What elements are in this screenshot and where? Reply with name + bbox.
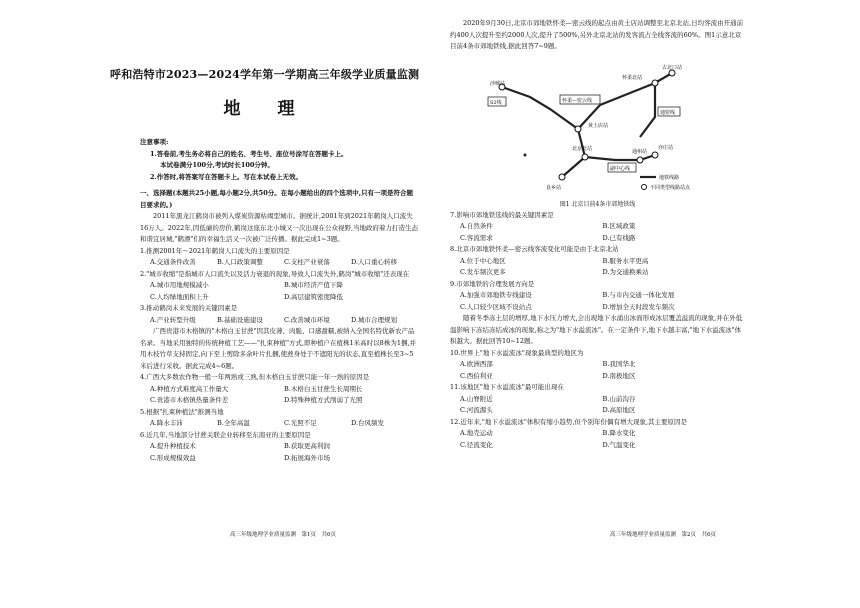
option: B.山前沟谷: [602, 394, 636, 403]
line-tongmi: [640, 83, 655, 137]
passage-4: 随着冬季冻土层的增厚,地下水压力增大,会出现地下水涌出冰面形成冰层覆盖溢流的现象,并在外低温影响下冻结冻结成冰的现象,称之为"地下水溢流冰"。在一定条件下,地下水越丰富,"地下水溢流冰"体积越大。据此回答10~12题。: [450, 314, 743, 345]
option: B.人口政策调整: [217, 258, 263, 266]
page-footer: 高三年级地理学业质量监测 第1页 共6页: [230, 532, 336, 538]
question-5-options: [140, 418, 418, 430]
option: C.改善城市环境: [284, 315, 330, 324]
question-12: 12.近年来,"地下水溢流冰"体积有缩小趋势,但个别年份偶有增大现象,其主要原因是: [450, 417, 688, 426]
station-beijingbei: [582, 154, 588, 160]
option: A.自然条件: [460, 222, 493, 230]
map-dot: [524, 153, 527, 156]
option: A.交通条件改善: [150, 258, 196, 266]
option: C.客流需求: [460, 233, 493, 242]
map-label: S2线: [490, 99, 502, 106]
question-3-options: [140, 315, 418, 327]
subway-map: [450, 57, 750, 197]
option: C.人口较少区域不设站点: [460, 302, 532, 311]
option: A.种植方式难度高工作量大: [150, 384, 229, 393]
question-7-options: [450, 221, 745, 244]
option: C.河流源头: [460, 406, 493, 414]
option: B.获取更高利润: [284, 442, 330, 450]
option: A.提升种植技术: [150, 442, 196, 450]
option: D.气温变化: [602, 440, 636, 449]
notice-item: 1.答卷前,考生务必将自己的姓名、考生号、座位号涂写在答题卡上。: [150, 149, 348, 158]
right-page: [430, 0, 860, 608]
question-11: 11.该地区"地下水溢流冰"最可能出现在: [450, 383, 564, 391]
figure-caption: 图1 北京目前4条市郊地铁线: [559, 200, 636, 208]
map-label: 沙城站: [490, 80, 506, 87]
notice-title: 注意事项:: [140, 138, 169, 146]
subject-title: 地 理: [223, 99, 305, 119]
question-11-options: [450, 394, 745, 417]
station-huangtudian: [575, 126, 581, 132]
option: A.城市用地规模减小: [150, 281, 209, 289]
legend-label: 不同类型线路站点: [650, 184, 691, 191]
map-label: 古北口站: [662, 64, 683, 71]
map-label: 副中心线: [610, 165, 631, 172]
notice-item: 2.作答时,将答案写在答题卡上。写在本试卷上无效。: [150, 172, 303, 181]
option: B.全年高温: [217, 419, 250, 427]
line-fuxing: [585, 155, 655, 160]
question-1-options: [140, 257, 418, 269]
line-south: [562, 157, 585, 177]
option: D.高原地区: [602, 406, 636, 414]
passage-1: 2011年黑龙江鹤岗市被列入煤炭资源枯竭型城市。据统计,2001年到2021年鹤岗人口流失16万人。2022年,因低廉的房价,鹤岗这座东北小城又一次出现在公众视野,当地政府着力打造生态和谐宜居城,"鹤漂"们的幸福生活又一次被广泛传播。据此完成1~3题。: [140, 212, 419, 243]
question-10: 10.世界上"地下水溢流冰"现象最典型的地区为: [450, 348, 584, 357]
option: B.降水变化: [602, 429, 636, 437]
passage-3: 2020年9月30日,北京市郊地铁怀柔—密云线的起点由黄土店站调整至北京北站,日均客流由开通前约400人次提升至约2000人次,提升了500%,另外北京北站的发客流占全线客流的60%。图1示意北京目前4条市郊地铁线,据此回答7~9题。: [450, 19, 744, 50]
station-yizhuang: [652, 152, 658, 158]
map-label: 良乡站: [546, 184, 562, 191]
question-6-options: [140, 441, 418, 464]
question-2: 2."城市收缩"是指城市人口流失以及活力衰退的现象,导致人口流失外,鹤岗"城市收缩"还表现在: [140, 269, 410, 278]
option: C.西伯利亚: [460, 371, 493, 380]
option: C.支柱产业衰落: [284, 258, 330, 266]
option: B.区域政策: [602, 222, 636, 230]
option: A.地壳运动: [460, 429, 493, 437]
question-1: 1.推测2001年～2021年鹤岗人口流失的主要原因是: [140, 246, 290, 255]
map-label: 北京北站: [572, 145, 593, 152]
option: A.产业转型升级: [150, 315, 196, 324]
option: B.我国华北: [602, 360, 636, 368]
map-label: 通州站: [632, 148, 648, 155]
option: D.增加全天时段发车频次: [602, 302, 675, 311]
option: D.城市合理规划: [351, 315, 398, 324]
question-7: 7.影响市郊地铁选线的最关键因素是: [450, 210, 554, 219]
map-label: 亦庄站: [658, 144, 674, 151]
option: B.木格白玉甘蔗生长周期长: [284, 384, 363, 393]
option: D.拓展海外市场: [284, 453, 331, 462]
option: B.服务水平更高: [602, 256, 649, 265]
option: C.人均绿地面积上升: [150, 292, 209, 301]
option: C.光照不足: [284, 419, 317, 427]
station-liangxiang: [559, 174, 565, 180]
exam-header-title: 呼和浩特市2023—2024学年第一学期高三年级学业质量监测: [110, 68, 420, 81]
section-heading: 一、选择题(本题共25小题,每小题2分,共50分。在每小题给出的四个选项中,只有一项是符合题目要求的。): [140, 189, 413, 209]
question-5: 5.根据"扎束种植法"推测当地: [140, 407, 224, 416]
option: C.径流变化: [460, 440, 493, 449]
legend-station: [642, 184, 647, 189]
option: D.南极地区: [602, 371, 636, 380]
option: D.为交通换乘站: [602, 268, 649, 276]
option: C.发车频次更多: [460, 268, 506, 276]
subway-map-figure: [450, 57, 750, 197]
option: D.高层建筑密度降低: [284, 292, 344, 301]
station-huairoubei: [652, 80, 658, 86]
option: D.人口重心转移: [351, 258, 398, 266]
map-label: 通密线: [660, 109, 676, 116]
option: C.贵港市木格镇热量条件差: [150, 396, 229, 404]
question-8-options: [450, 256, 745, 279]
option: A.加强市郊地铁专线建设: [460, 291, 532, 299]
question-4-options: [140, 384, 418, 407]
question-8: 8.北京市郊地铁怀柔—密云线客流变化可能是由于北京北站: [450, 245, 619, 253]
option: A.欧洲西部: [460, 360, 493, 368]
option: A.山脊附近: [460, 394, 493, 403]
question-4: 4.广西大多数农作物一般一年两熟或三熟,但木格白玉甘蔗只能一年一熟的原因是: [140, 373, 370, 381]
question-12-options: [450, 428, 745, 451]
legend-label: 地铁线路: [659, 174, 680, 181]
question-10-options: [450, 359, 745, 382]
station-tongzhou: [637, 157, 643, 163]
option: D.特殊种植方式削弱了光照: [284, 396, 363, 404]
option: A.降水丰沛: [150, 419, 183, 427]
option: D.台风频发: [351, 419, 385, 427]
question-9: 9.市郊地铁的合理发展方向是: [450, 279, 535, 288]
option: B.与市内交通一体化发展: [602, 291, 675, 299]
map-label: 怀柔—密云线: [562, 97, 593, 104]
map-label: 黄土店站: [588, 122, 609, 129]
option: B.城市经济产值下降: [284, 281, 343, 289]
question-2-options: [140, 280, 418, 303]
notice-item: 本试卷满分100分,考试时长100分钟。: [160, 161, 274, 169]
option: C.形成规模效益: [150, 453, 196, 462]
question-9-options: [450, 290, 745, 313]
option: D.已有线路: [602, 233, 636, 242]
page-footer: 高三年级地理学业质量监测 第2页 共6页: [610, 532, 716, 538]
question-3: 3.推动鹤岗未来发展的关键因素是: [140, 304, 238, 312]
map-label: 怀柔北站: [622, 74, 643, 81]
question-6: 6.近几年,当地部分甘蔗关联企业转移至东南亚的主要原因是: [140, 430, 311, 439]
option: A.位于中心地区: [460, 256, 506, 265]
option: B.基础设施建设: [217, 315, 263, 324]
passage-2: 广西贵港市木格镇的"木格白玉甘蔗"因其皮薄、肉脆、口感甜糯,被纳入全国名特优新农产品名录。当地采用独特的传统种植工艺——"扎束种植"方式,即种植户在植株1米高时以8株为1捆,并用木枝竹草支持固定,向下至上剪除多余叶片扎捆,使蔗身处于不遮阳光的状态,直至植株长至3~5米后进行采收。据此完成4~6题。: [140, 327, 417, 370]
